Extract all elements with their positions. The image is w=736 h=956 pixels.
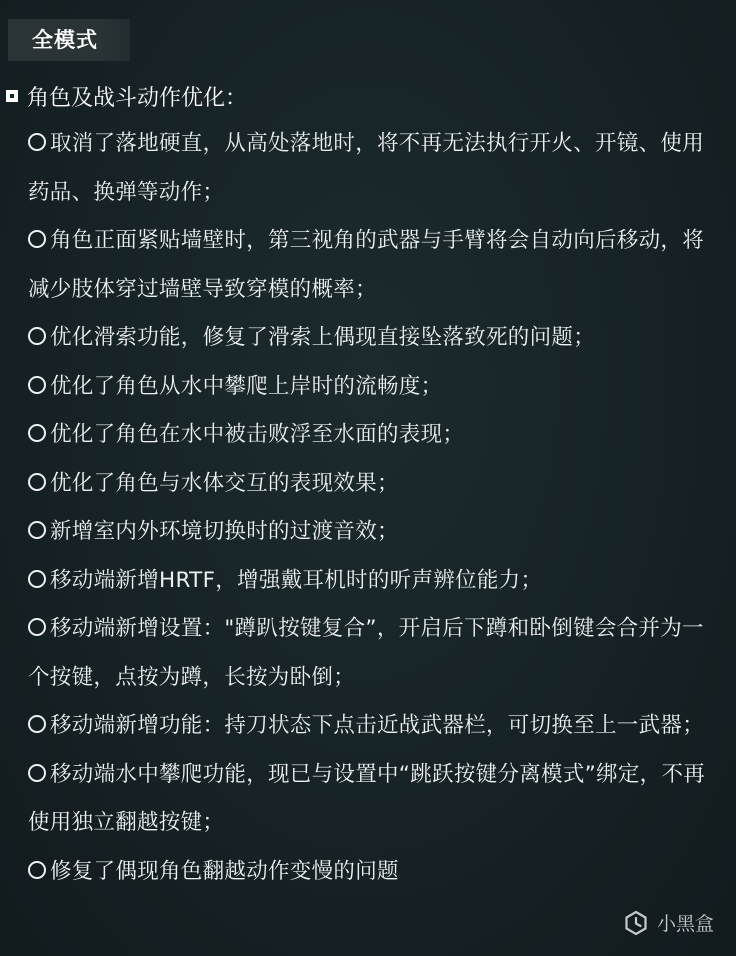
list-item-text: 移动端新增设置："蹲趴按键复合”，开启后下蹲和卧倒键会合并为一个按键，点按为蹲，长按为卧倒；	[28, 616, 704, 690]
list-item	[28, 605, 718, 702]
list-item	[28, 557, 718, 606]
list-item	[28, 314, 718, 363]
list-item	[28, 217, 718, 314]
list-item	[28, 411, 718, 460]
circle-bullet-icon	[28, 618, 46, 636]
circle-bullet-icon	[28, 861, 46, 879]
list-item	[28, 751, 718, 848]
circle-bullet-icon	[28, 521, 46, 539]
list-item	[28, 848, 718, 897]
list-item-text: 移动端水中攀爬功能，现已与设置中“跳跃按键分离模式”绑定，不再使用独立翻越按键；	[28, 761, 706, 835]
list-item-text: 新增室内外环境切换时的过渡音效；	[50, 519, 399, 544]
watermark	[623, 909, 714, 936]
list-item	[28, 460, 718, 509]
list-item-text: 角色正面紧贴墙壁时，第三视角的武器与手臂将会自动向后移动，将减少肢体穿过墙壁导致穿模的概率；	[28, 228, 705, 302]
list-item-text: 优化了角色从水中攀爬上岸时的流畅度；	[50, 373, 443, 399]
circle-bullet-icon	[28, 570, 46, 588]
list-item-text: 修复了偶现角色翻越动作变慢的问题	[50, 858, 399, 884]
list-item	[28, 508, 718, 557]
watermark-text: 小黑盒	[656, 913, 714, 935]
circle-bullet-icon	[28, 424, 46, 442]
circle-bullet-icon	[28, 327, 46, 345]
list-item	[28, 363, 718, 412]
circle-bullet-icon	[28, 473, 46, 491]
changelog-list	[28, 120, 718, 896]
list-item-text: 移动端新增功能：持刀状态下点击近战武器栏，可切换至上一武器；	[50, 713, 705, 738]
circle-bullet-icon	[28, 715, 46, 733]
list-item-text: 优化滑索功能，修复了滑索上偶现直接坠落致死的问题；	[50, 325, 596, 350]
section-title: 角色及战斗动作优化：	[27, 85, 248, 111]
circle-bullet-icon	[28, 764, 46, 782]
list-item	[28, 120, 718, 217]
section-heading	[6, 78, 247, 114]
list-item-text: 优化了角色在水中被击败浮至水面的表现；	[50, 422, 465, 447]
circle-bullet-icon	[28, 376, 46, 394]
circle-bullet-icon	[28, 230, 46, 248]
square-bullet-icon	[6, 90, 18, 102]
mode-tag: 全模式	[8, 19, 130, 61]
list-item	[28, 702, 718, 751]
circle-bullet-icon	[28, 133, 46, 151]
list-item-text: 优化了角色与水体交互的表现效果；	[50, 470, 399, 496]
list-item-text: 取消了落地硬直，从高处落地时，将不再无法执行开火、开镜、使用药品、换弹等动作；	[28, 131, 705, 205]
xiaoheihe-logo-icon	[623, 910, 649, 936]
list-item-text: 移动端新增HRTF，增强戴耳机时的听声辨位能力；	[50, 567, 543, 593]
